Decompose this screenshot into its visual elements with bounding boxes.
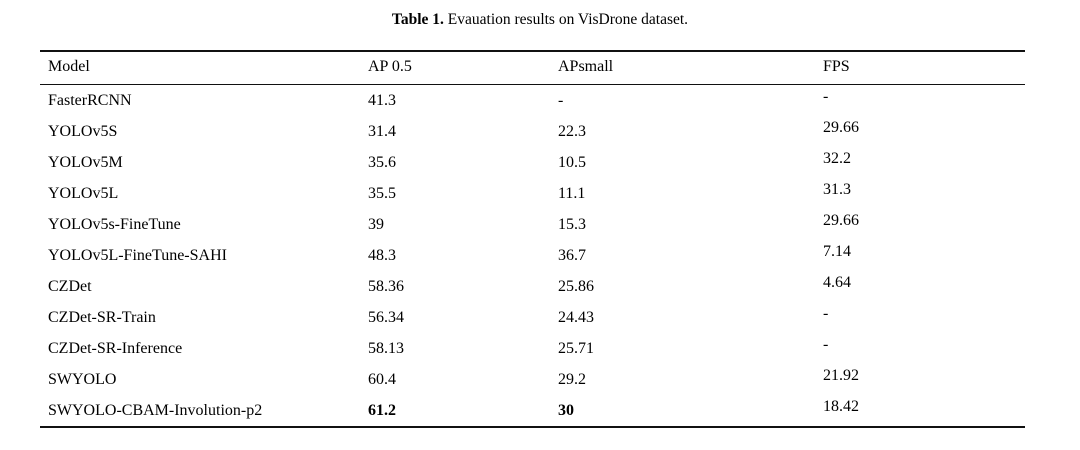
cell-apsmall: 25.71 (558, 339, 594, 357)
cell-fps: 29.66 (823, 118, 859, 136)
column-header-model: Model (40, 51, 360, 85)
cell-model: YOLOv5L (48, 184, 119, 202)
cell-model: YOLOv5S (48, 122, 118, 140)
cell-apsmall: 10.5 (558, 153, 586, 171)
cell-fps: - (823, 87, 829, 105)
cell-apsmall: 30 (550, 395, 815, 427)
cell-ap50: 61.2 (360, 395, 550, 427)
cell-apsmall: 22.3 (558, 122, 586, 140)
table-caption-label: Table 1. (391, 11, 444, 28)
table-row (40, 395, 1025, 427)
cell-apsmall: 36.7 (558, 246, 586, 264)
cell-model: SWYOLO (48, 370, 117, 388)
cell-ap50: 31.4 (368, 122, 396, 140)
cell-fps: 7.14 (823, 242, 851, 260)
column-header-ap50: AP 0.5 (360, 51, 550, 85)
table-caption-text: Evauation results on VisDrone dataset. (443, 11, 689, 28)
cell-apsmall: 29.2 (558, 370, 586, 388)
table-body (40, 85, 1025, 428)
cell-fps: 29.66 (823, 211, 859, 229)
cell-model: YOLOv5s-FineTune (48, 215, 181, 233)
cell-apsmall: - (558, 91, 564, 109)
cell-apsmall: 24.43 (558, 308, 594, 326)
cell-fps: - (823, 304, 829, 322)
cell-model: CZDet (48, 277, 92, 295)
cell-ap50: 41.3 (368, 91, 396, 109)
column-header-fps: FPS (815, 51, 1025, 85)
cell-fps: 18.42 (815, 391, 1025, 423)
results-table (40, 50, 1025, 428)
table-header (40, 51, 1025, 85)
cell-fps: 21.92 (823, 366, 859, 384)
cell-fps: 4.64 (823, 273, 851, 291)
results-table-container (40, 50, 1025, 428)
cell-model: YOLOv5L-FineTune-SAHI (48, 246, 227, 264)
cell-fps: 32.2 (823, 149, 851, 167)
cell-fps: 31.3 (823, 180, 851, 198)
cell-ap50: 39 (368, 215, 384, 233)
cell-apsmall: 11.1 (558, 184, 586, 202)
cell-ap50: 58.13 (368, 339, 404, 357)
cell-ap50: 56.34 (368, 308, 404, 326)
cell-apsmall: 15.3 (558, 215, 586, 233)
cell-ap50: 35.6 (368, 153, 396, 171)
cell-ap50: 60.4 (368, 370, 396, 388)
column-header-apsmall: APsmall (550, 51, 815, 85)
cell-model: FasterRCNN (48, 91, 132, 109)
cell-model: YOLOv5M (48, 153, 123, 171)
cell-model: CZDet-SR-Train (48, 308, 156, 326)
cell-fps: - (823, 335, 829, 353)
table-header-row (40, 51, 1025, 85)
table-caption (0, 10, 1080, 30)
cell-model: CZDet-SR-Inference (48, 339, 183, 357)
cell-ap50: 35.5 (368, 184, 396, 202)
cell-apsmall: 25.86 (558, 277, 594, 295)
cell-model: SWYOLO-CBAM-Involution-p2 (40, 395, 360, 427)
cell-ap50: 58.36 (368, 277, 404, 295)
cell-ap50: 48.3 (368, 246, 396, 264)
